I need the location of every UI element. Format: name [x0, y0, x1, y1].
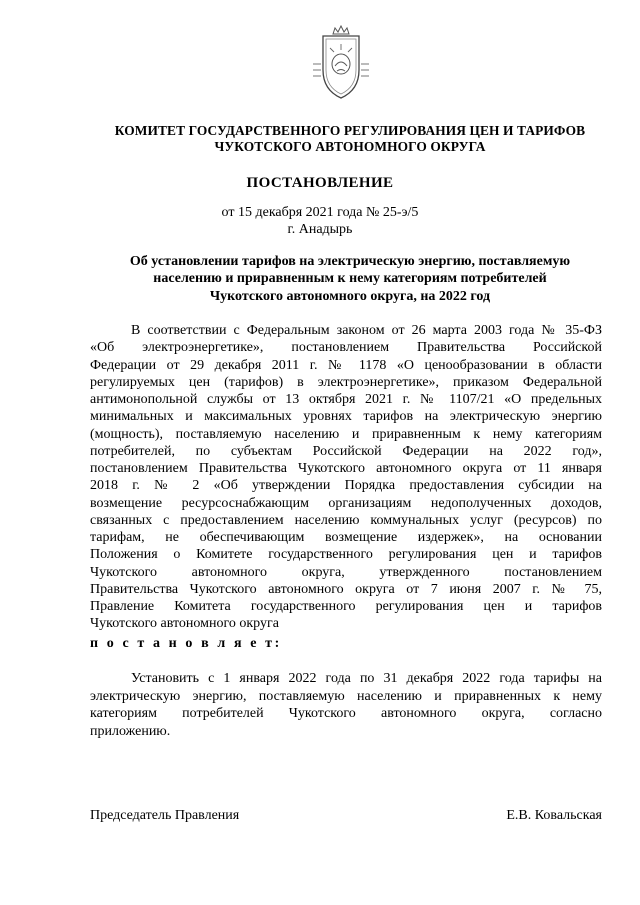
signatory-title: Председатель Правления [90, 808, 240, 823]
chukotka-coat-of-arms-icon [297, 24, 385, 102]
organization-name [60, 123, 640, 155]
body-line: Положения о Комитете государственного регулирования цен и тарифов [90, 547, 602, 563]
resolves-heading: п о с т а н о в л я е т: [90, 636, 282, 651]
body-line: «Об электроэнергетике», постановлением Правительства Российской [90, 340, 602, 356]
body-line: возмещение ресурсоснабжающим организациям недополученных доходов, [90, 495, 602, 511]
organization-line-1: КОМИТЕТ ГОСУДАРСТВЕННОГО РЕГУЛИРОВАНИЯ ЦЕН И ТАРИФОВ [114, 123, 586, 138]
action-line: Установить с 1 января 2022 года по 31 декабря 2022 года тарифы на [131, 671, 602, 686]
body-line: постановлением Правительства Чукотского автономного округа от 11 января [90, 461, 602, 476]
organization-line-2: ЧУКОТСКОГО АВТОНОМНОГО ОКРУГА [214, 139, 486, 154]
body-line: Правление Комитета государственного регулирования цен и тарифов [90, 599, 602, 614]
body-line: Чукотского автономного округа, утвержденного постановлением [90, 564, 602, 580]
subject-line: Чукотского автономного округа, на 2022 год [209, 288, 491, 304]
document-type: ПОСТАНОВЛЕНИЕ [246, 175, 394, 191]
body-line: антимонопольной службы от 13 октября 2021 г. № 1107/21 «О предельных [90, 392, 602, 407]
body-line: Правительства Чукотского автономного округа от 7 июня 2007 г. № 75, [90, 581, 602, 597]
body-line: регулируемых цен (тарифов) в электроэнергетике», приказом Федеральной [90, 374, 602, 390]
subject-line: Об установлении тарифов на электрическую энергию, поставляемую [129, 254, 571, 269]
body-line: Чукотского автономного округа [90, 616, 279, 632]
action-paragraph [90, 670, 602, 740]
body-line: связанных с предоставлением населению коммунальных услуг (ресурсов) по [90, 512, 602, 528]
body-line: 2018 г. № 2 «Об утверждении Порядка предоставления субсидии на [90, 478, 602, 494]
document-subject [90, 253, 610, 305]
body-line: Федерации от 29 декабря 2011 г. № 1178 «О ценообразовании в области [90, 357, 602, 373]
body-line: минимальных и максимальных уровнях тарифов на электрическую энергию [90, 409, 602, 425]
body-line: потребителей, по субъектам Российской Федерации на 2022 год», [90, 443, 602, 459]
document-date-number: от 15 декабря 2021 года № 25-э/5 [221, 205, 419, 220]
preamble-paragraph [90, 322, 602, 633]
document-city: г. Анадырь [287, 222, 353, 237]
signatory-name: Е.В. Ковальская [506, 808, 602, 823]
action-line: приложению. [90, 723, 171, 739]
body-line: тарифам, не обеспечивающим возмещение издержек», на основании [90, 530, 602, 545]
body-line: В соответствии с Федеральным законом от 26 марта 2003 года № 35-ФЗ [131, 323, 602, 338]
subject-line: населению и приравненным к нему категориям потребителей [153, 271, 547, 287]
action-line: категориям потребителей Чукотского автономного округа, согласно [90, 706, 602, 722]
body-line: (мощность), поставляемую населению и приравненным к нему категориям [90, 426, 602, 442]
action-line: электрическую энергию, поставляемую населению и приравненных к нему [90, 688, 602, 704]
